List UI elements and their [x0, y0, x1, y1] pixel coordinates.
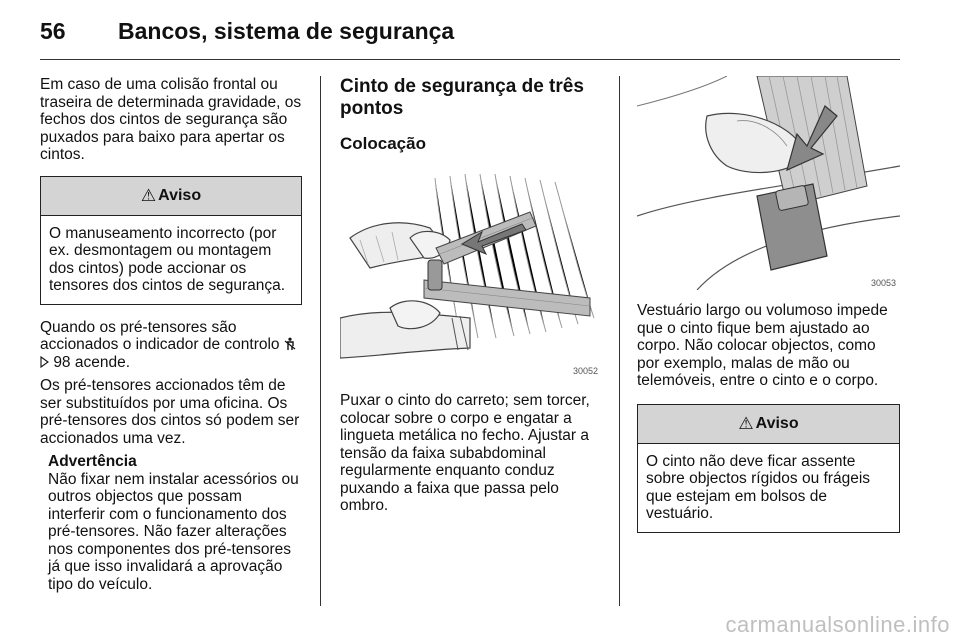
page-number: 56 [40, 18, 66, 44]
fastening-instructions: Puxar o cinto do carreto; sem torcer, colocar sobre o corpo e engatar a lingueta metálica no fecho. Ajustar a tensão da faixa subabdominal regularmente enquanto conduz puxando a faixa que passa pelo ombro. [340, 392, 590, 514]
header-rule [40, 59, 900, 60]
figure-number: 30052 [572, 366, 598, 376]
column-divider-2 [619, 76, 620, 606]
page-title: Bancos, sistema de segurança [118, 18, 455, 44]
warning-body: O cinto não deve ficar assente sobre objectos rígidos ou frágeis que estejam em bolsos de vestuário. [646, 452, 871, 522]
belt-buckle-illustration [637, 76, 900, 290]
pretensioner-text: Quando os pré-tensores são accionados o indicador de controlo [40, 318, 280, 353]
warning-header [638, 405, 899, 444]
advertencia-body: Não fixar nem instalar acessórios ou outros objectos que possam interferir com o funcionamento dos pré-tensores. Não fazer alterações nos componentes dos pré-tensores já que isso invalidará a aprovação tipo do veículo. [48, 470, 299, 593]
section-heading: Cinto de segurança de três pontos [340, 76, 584, 119]
warning-title: Aviso [158, 186, 202, 204]
clothing-paragraph: Vestuário largo ou volumoso impede que o cinto fique bem ajustado ao corpo. Não colocar objectos, como por exemplo, malas de mão ou telemóveis, entre o cinto e o corpo. [637, 302, 888, 389]
warning-box [40, 176, 302, 305]
column-middle [340, 76, 602, 515]
warning-triangle-icon: ⚠ [738, 413, 754, 433]
column-left [40, 76, 302, 593]
column-right [637, 76, 900, 533]
section-subheading: Colocação [340, 134, 426, 153]
pretensioner-paragraph [40, 319, 302, 372]
warning-title: Aviso [755, 414, 799, 432]
pretensioner-indicator-icon [284, 336, 298, 353]
page-reference: 98 acende. [53, 353, 131, 371]
warning-triangle-icon: ⚠ [140, 185, 157, 205]
figure-number: 30053 [870, 278, 896, 288]
seatbelt-fastening-illustration [340, 168, 602, 380]
advertencia-title: Advertência [48, 453, 137, 470]
advertencia-block [40, 453, 302, 593]
watermark: carmanualsonline.info [725, 612, 950, 637]
column-divider-1 [320, 76, 321, 606]
warning-box [637, 404, 900, 533]
page-reference-arrow-icon [40, 354, 53, 371]
page-header [40, 18, 900, 58]
replacement-paragraph: Os pré-tensores accionados têm de ser substituídos por uma oficina. Os pré-tensores dos cintos só podem ser accionados uma vez. [40, 377, 300, 447]
intro-paragraph: Em caso de uma colisão frontal ou traseira de determinada gravidade, os fechos dos cintos de segurança são puxados para baixo para apertar os cintos. [40, 76, 302, 163]
warning-header [41, 177, 301, 216]
warning-body: O manuseamento incorrecto (por ex. desmontagem ou montagem dos cintos) pode accionar os tensores dos cintos de segurança. [49, 224, 286, 294]
